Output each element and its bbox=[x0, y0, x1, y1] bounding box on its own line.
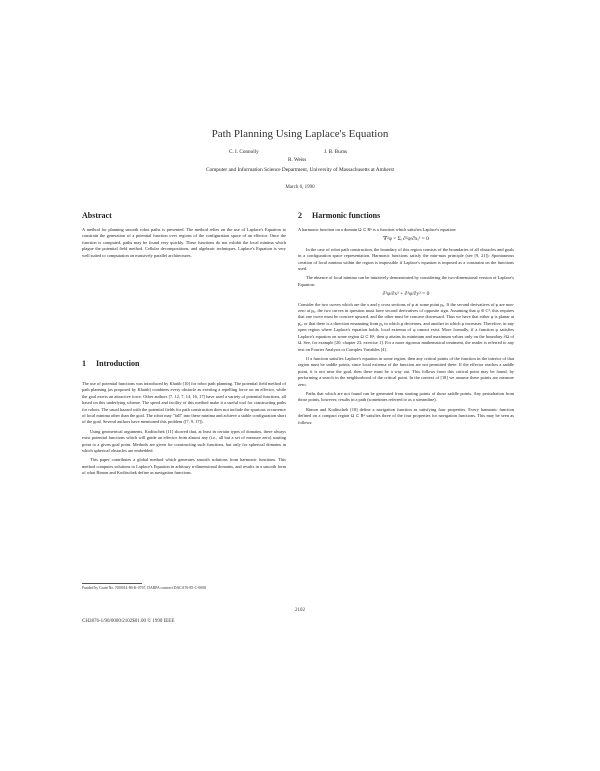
footnote-divider bbox=[82, 583, 142, 584]
abstract-text: A method for planning smooth robot paths is presented. The method relies on the use of Laplace's Equation to constrain the generation of a potential function over regions of the configuration space of an effector. Once the function is computed, paths may be found very quickly. These functions do not exhibit the local minima which plague the potential field method. Cellular decompositions, and algebraic techniques, Laplace's Equation is very well suited to computation on massively parallel architectures. bbox=[82, 227, 286, 258]
paper-title: Path Planning Using Laplace's Equation bbox=[211, 128, 389, 140]
harmonic-heading bbox=[298, 211, 380, 220]
affiliation: Computer and Information Science Department, University of Massachusetts at Amherst bbox=[206, 167, 394, 173]
page-number: 2102 bbox=[295, 608, 305, 613]
intro-section-title: Introduction bbox=[96, 359, 140, 368]
author-name-2: J. B. Burns bbox=[324, 149, 348, 155]
harmonic-paragraph-4: Consider the two curves which are the x and y cross sections of φ at some point p₀. If the second derivatives of φ are non-zero at p₀, the two curves in question must have second derivatives of opposite sign. Assuming that φ ∈ C², this requires that one curve must be concave upward, and the other must be concave downward. Thus we have that either φ is planar at p₀, or that there is a direction emanating from p₀ in which φ decreases, and another in which φ increases. Therefore, in any open region where Laplace's equation holds, local extrema of φ cannot exist. More formally, if a function φ satisfies Laplace's equation on some region Ω ⊂ Rⁿ, then φ attains its minimum and maximum values only on the boundary ∂Ω of Ω. See, for example [20, chapter 23, exercise 1]. For a more rigorous mathematical treatment, the reader is referred to any text on Fourier Analysis or Complex Variables [4]. bbox=[298, 301, 514, 352]
intro-body bbox=[82, 381, 286, 480]
intro-heading bbox=[82, 359, 139, 368]
harmonic-paragraph-5: If a function satisfies Laplace's equation in some region, then any critical points of the function in the interior of that region must be saddle points, since local extrema of the function are not permitted there. If the effector reaches a saddle point, it is not near the goal, then there must be a way out. This follows from this critical point may be found, by performing a search in the neighborhood of the critical point. In the context of [18] we assume these points are measure zero. bbox=[298, 355, 514, 387]
intro-section-number: 1 bbox=[82, 359, 86, 368]
equation-laplace-n: ∇²φ = Σᵢ ∂²φ/∂xᵢ² = 0 bbox=[383, 236, 429, 243]
footnote: Funded by Grant No. N00014-86-K-0767, DARPA contract DACA76-85-C-0008 bbox=[82, 586, 206, 590]
equation-laplace-2d: ∂²φ/∂x² + ∂²φ/∂y² = 0 bbox=[382, 291, 430, 298]
author-block bbox=[0, 146, 600, 180]
harmonic-section-number: 2 bbox=[298, 211, 302, 220]
intro-paragraph-1: The use of potential functions was introduced by Khatib [10] for robot path planning. The potential field method of path planning (as proposed by Khatib) combines every obstacle as exerting a repelling force on an effector, while the goal exerts an attractive force. Other authors [7, 12, 7, 14, 16, 17] have used a variety of potential functions, all based on this underlying scheme. The speed and facility of this method make it a useful tool for constructing paths for robots. The usual hazard with the potential fields for path construction does not include the spurious occurrence of local minima other than the goal. The robot may "fall" into these minima and achieve a stable configuration short of the goal. Several authors have mentioned this problem ([7, 9, 17]). bbox=[82, 381, 286, 425]
harmonic-section-title: Harmonic functions bbox=[312, 211, 381, 220]
author-name-3: R. Weiss bbox=[288, 157, 307, 163]
harmonic-paragraph-3: The absence of local minima can be intuitively demonstrated by considering the two-dimensional version of Laplace's Equation: bbox=[298, 275, 514, 287]
harmonic-paragraph-2: In the case of robot path construction, the boundary of this region consists of the boundaries of all obstacles and goals in a configuration space representation. Harmonic functions satisfy the min-max principle (see [9, 21]): Spontaneous creation of local minima within the region is impossible if Laplace's equation is imposed as a constraint on the functions used. bbox=[298, 246, 514, 272]
copyright-line: CH2876-1/90/0000/2102$01.00 © 1990 IEEE bbox=[82, 619, 175, 624]
harmonic-paragraph-1: A harmonic function on a domain Ω ⊂ Rⁿ is a function which satisfies Laplace's equation: bbox=[298, 227, 457, 232]
harmonic-paragraph-6: Paths that which are not found can be generated from starting points of those saddle points. Any perturbation from those points, however, results in a path (sometimes referred to as a streamline). bbox=[298, 390, 514, 403]
intro-paragraph-3: This paper contributes a global method which generates smooth solutions from harmonic functions. This method computes solutions to Laplace's Equation in arbitrary n-dimensional domains, and results in a smooth form of what Rimon and Koditschek define as navigation functions. bbox=[82, 457, 286, 476]
paper-date: March 6, 1990 bbox=[285, 185, 315, 190]
intro-paragraph-2: Using geometrical arguments, Koditschek [11] showed that, at least in certain types of domains, there always exist potential functions which will guide an effector from almost any (i.e., all but a set of measure zero) starting point to a given goal point. Methods are given for constructing such functions, but only for spherical domains in which spherical obstacles are embedded. bbox=[82, 428, 286, 454]
abstract-heading: Abstract bbox=[82, 211, 112, 220]
harmonic-paragraph-7: Rimon and Koditschek [18] define a navigation function as satisfying four properties. Every harmonic function defined on a compact region Ω ⊂ Rⁿ satisfies three of the four properties for navigation functions. This may be seen as follows: bbox=[298, 406, 514, 425]
harmonic-body bbox=[298, 227, 514, 429]
abstract-body bbox=[82, 227, 286, 262]
author-name-1: C. I. Connolly bbox=[229, 149, 259, 155]
